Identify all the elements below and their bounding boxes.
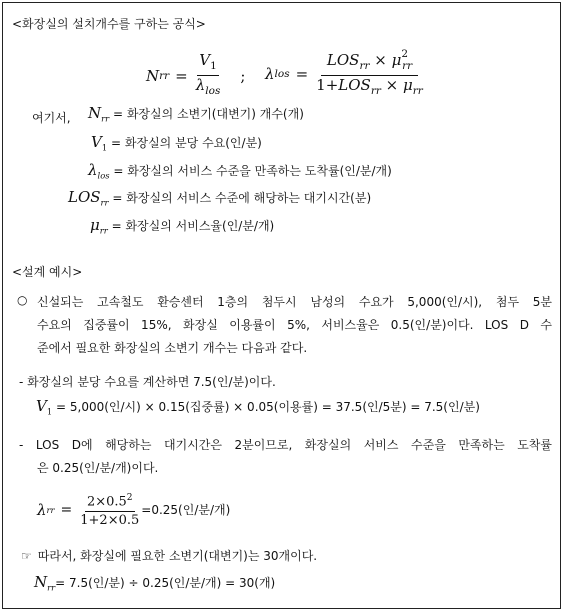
formula-lambda-fraction bbox=[314, 48, 425, 99]
final-equation bbox=[34, 573, 275, 592]
definition-lambda-text: = 화장실의 서비스 수준을 만족하는 도착률(인/분/개) bbox=[113, 164, 392, 178]
formula-lambda-equals: = bbox=[295, 64, 309, 83]
pointing-hand-icon: ☞ bbox=[21, 548, 32, 563]
step1-equation-text: = 5,000(인/시) × 0.15(집중률) × 0.05(이용률) = 37.5(인/5분) = 7.5(인/분) bbox=[56, 400, 480, 414]
example-paragraph-line-1: 신설되는 고속철도 환승센터 1층의 첨두시 남성의 수요가 5,000(인/시), 첨두 5분 bbox=[37, 295, 552, 309]
formula-separator: ; bbox=[240, 66, 246, 85]
step2-fraction-numerator-sup: 2 bbox=[126, 493, 133, 503]
formula-lambda-sub: los bbox=[205, 85, 221, 97]
step2-fraction bbox=[78, 490, 141, 529]
step2-line-1: - LOS D에 해당하는 대기시간은 2분이므로, 화장실의 서비스 수준을 만족하는 도착률 bbox=[19, 438, 552, 452]
definition-mu-symbol: μ bbox=[90, 216, 100, 234]
step2-fraction-denominator: 1+2×0.5 bbox=[80, 513, 140, 529]
formula-v1-symbol: V bbox=[199, 51, 211, 69]
definition-los-text: = 화장실의 서비스 수준에 해당하는 대기시간(분) bbox=[112, 191, 372, 205]
formula-nrr bbox=[146, 52, 245, 99]
definition-nrr bbox=[88, 104, 304, 123]
formula-los-num: LOS bbox=[326, 51, 360, 69]
step1-text: - 화장실의 분당 수요를 계산하면 7.5(인/분)이다. bbox=[19, 375, 276, 389]
definitions-intro: 여기서, bbox=[32, 111, 71, 125]
definition-nrr-text: = 화장실의 소변기(대변기) 개수(개) bbox=[112, 107, 304, 121]
formula-mu-num: μ bbox=[391, 51, 402, 69]
definition-nrr-sub: rr bbox=[101, 113, 110, 124]
formula-lambda-lhs: λ bbox=[265, 64, 275, 83]
definition-los bbox=[68, 188, 371, 207]
step1-v1-sub: 1 bbox=[46, 406, 53, 417]
definition-mu bbox=[90, 216, 274, 235]
formula-times-num: × bbox=[374, 51, 387, 69]
definition-lambda bbox=[88, 161, 392, 180]
definition-los-sub: rr bbox=[100, 197, 109, 208]
formula-los-den: LOS bbox=[338, 76, 371, 94]
formula-times-den: × bbox=[385, 76, 399, 94]
definition-v1-text: = 화장실의 분당 수요(인/분) bbox=[111, 136, 262, 150]
formula-mu-sup: 2 bbox=[401, 48, 409, 60]
circle-bullet-icon: ○ bbox=[17, 293, 28, 307]
definition-mu-text: = 화장실의 서비스율(인/분/개) bbox=[111, 219, 275, 233]
formula-heading: <화장실의 설치개수를 구하는 공식> bbox=[12, 17, 206, 31]
step2-lambda-symbol: λ bbox=[37, 500, 47, 519]
formula-lambda-symbol: λ bbox=[195, 76, 206, 94]
definition-lambda-symbol: λ bbox=[88, 161, 98, 179]
formula-equals: = bbox=[175, 66, 188, 85]
formula-lambda bbox=[265, 48, 425, 99]
final-nrr-symbol: N bbox=[34, 573, 48, 591]
step1-equation bbox=[36, 397, 480, 416]
formula-n-symbol: N bbox=[146, 66, 160, 85]
formula-n-sub: rr bbox=[159, 69, 170, 82]
conclusion bbox=[21, 547, 317, 564]
step2-lambda-sub: rr bbox=[46, 504, 55, 515]
formula-los-num-sub: rr bbox=[359, 60, 370, 72]
definition-v1 bbox=[91, 133, 262, 152]
conclusion-text: 따라서, 화장실에 필요한 소변기(대변기)는 30개이다. bbox=[37, 549, 318, 563]
step2-equals: = bbox=[60, 501, 73, 518]
final-nrr-sub: rr bbox=[47, 582, 56, 593]
example-paragraph-line-2: 수요의 집중률이 15%, 화장실 이용률이 5%, 서비스율은 0.5(인/분)이다. LOS D 수 bbox=[37, 318, 552, 332]
step2-lambda-equation bbox=[37, 490, 230, 529]
formula-one-plus: 1+ bbox=[316, 76, 339, 94]
definition-lambda-sub: los bbox=[97, 170, 110, 181]
definition-v1-sub: 1 bbox=[101, 142, 108, 153]
formula-mu-den-sub: rr bbox=[412, 85, 423, 97]
final-equation-text: = 7.5(인/분) ÷ 0.25(인/분/개) = 30(개) bbox=[55, 576, 276, 590]
step1-v1-symbol: V bbox=[36, 397, 47, 415]
definition-nrr-symbol: N bbox=[88, 104, 102, 122]
formula-los-den-sub: rr bbox=[370, 85, 381, 97]
definition-mu-sub: rr bbox=[99, 225, 108, 236]
formula-v1-fraction bbox=[194, 52, 223, 99]
step2-lambda-result: =0.25(인/분/개) bbox=[141, 503, 231, 518]
formula-mu-den: μ bbox=[403, 76, 413, 94]
step2-fraction-numerator: 2×0.5 bbox=[86, 494, 127, 510]
formula-lambda-lhs-sub: los bbox=[274, 67, 290, 80]
formula-v1-sub: 1 bbox=[210, 60, 217, 72]
example-paragraph-line-3: 준에서 필요한 화장실의 소변기 개수는 다음과 같다. bbox=[37, 341, 308, 355]
example-heading: <설계 예시> bbox=[12, 265, 83, 279]
definition-los-symbol: LOS bbox=[68, 188, 101, 206]
step2-line-2: 은 0.25(인/분/개)이다. bbox=[37, 461, 159, 475]
definition-v1-symbol: V bbox=[91, 133, 102, 151]
formula-mu-num-sub: rr bbox=[402, 60, 413, 72]
